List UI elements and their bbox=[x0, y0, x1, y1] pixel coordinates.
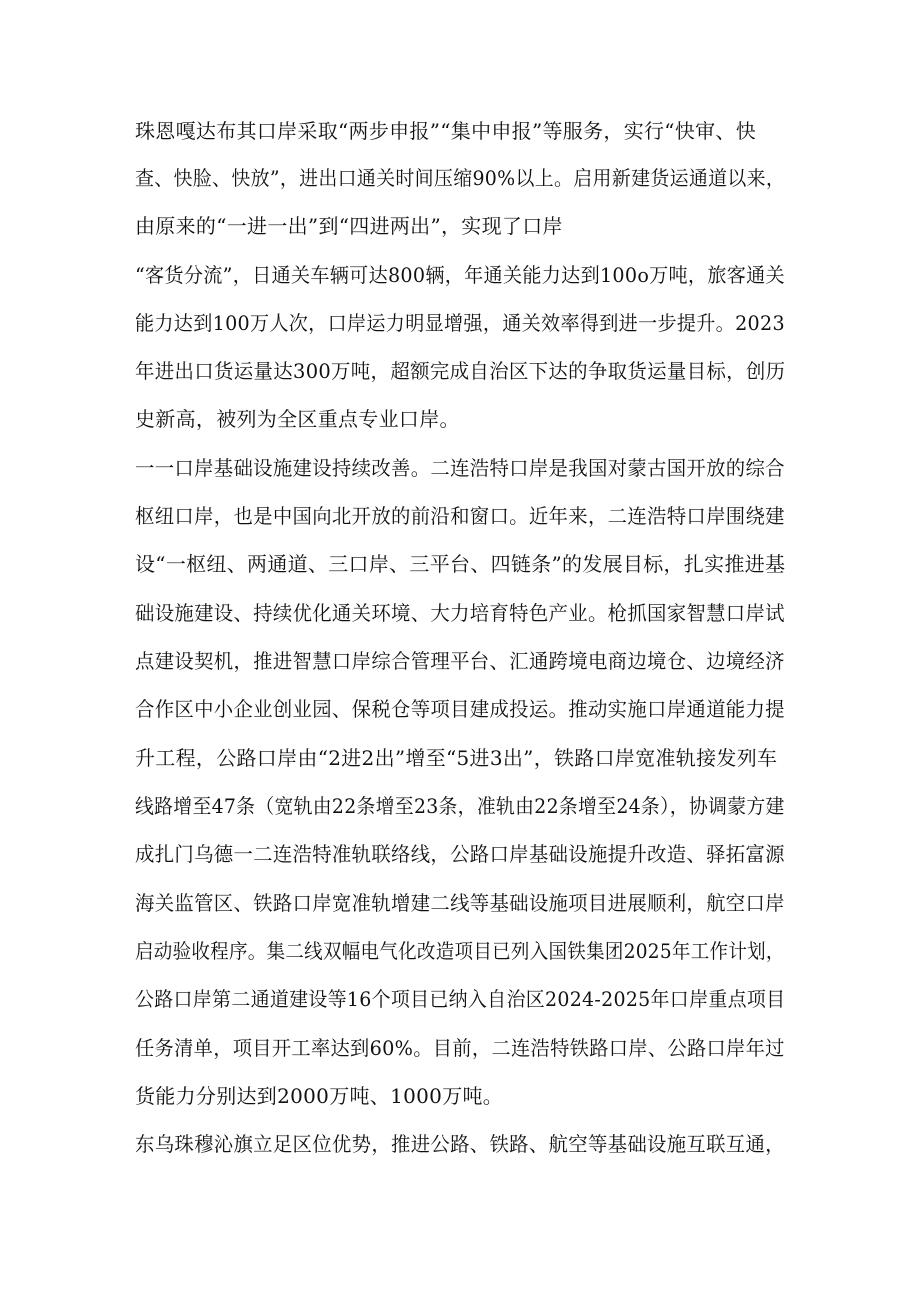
text-line: 一一口岸基础设施建设持续改善。二连浩特口岸是我国对蒙古国开放的综合 bbox=[135, 456, 785, 480]
text-line: 任务清单，项目开工率达到60%。目前，二连浩特铁路口岸、公路口岸年过 bbox=[135, 1036, 785, 1060]
text-line: 枢纽口岸，也是中国向北开放的前沿和窗口。近年来，二连浩特口岸围绕建 bbox=[135, 504, 785, 528]
text-line: “客货分流”，日通关车辆可达800辆，年通关能力达到100o万吨，旅客通关 bbox=[135, 263, 785, 287]
text-line: 合作区中小企业创业园、保税仓等项目建成投运。推动实施口岸通道能力提 bbox=[135, 697, 785, 721]
text-line: 成扎门乌德一二连浩特准轨联络线，公路口岸基础设施提升改造、驿拓富源 bbox=[135, 842, 785, 866]
text-line: 由原来的“一进一出”到“四进两出”，实现了口岸 bbox=[135, 214, 563, 238]
text-line: 能力达到100万人次，口岸运力明显增强，通关效率得到进一步提升。2023 bbox=[135, 311, 785, 335]
text-line: 启动验收程序。集二线双幅电气化改造项目已列入国铁集团2025年工作计划， bbox=[135, 939, 785, 963]
text-line: 海关监管区、铁路口岸宽准轨增建二线等基础设施项目进展顺利，航空口岸 bbox=[135, 891, 785, 915]
text-line: 设“一枢纽、两通道、三口岸、三平台、四链条”的发展目标，扎实推进基 bbox=[135, 552, 786, 576]
text-line: 东乌珠穆沁旗立足区位优势，推进公路、铁路、航空等基础设施互联互通， bbox=[135, 1132, 785, 1156]
text-line: 货能力分别达到2000万吨、1000万吨。 bbox=[135, 1084, 504, 1108]
text-line: 础设施建设、持续优化通关环境、大力培育特色产业。枪抓国家智慧口岸试 bbox=[135, 601, 785, 625]
text-line: 史新高，被列为全区重点专业口岸。 bbox=[135, 407, 460, 431]
text-line: 查、快脸、快放”，进出口通关时间压缩90%以上。启用新建货运通道以来， bbox=[135, 166, 786, 190]
text-line: 升工程，公路口岸由“2进2出”增至“5进3出”，铁路口岸宽准轨接发列车 bbox=[135, 746, 778, 770]
text-line: 公路口岸第二通道建设等16个项目已纳入自治区2024-2025年口岸重点项目 bbox=[135, 987, 786, 1011]
text-line: 线路增至47条（宽轨由22条增至23条，准轨由22条增至24条），协调蒙方建 bbox=[135, 794, 785, 818]
text-line: 年进出口货运量达300万吨，超额完成自治区下达的争取货运量目标，创历 bbox=[135, 359, 786, 383]
text-line: 珠恩嘎达布其口岸采取“两步申报”“集中申报”等服务，实行“快审、快 bbox=[135, 119, 757, 143]
text-line: 点建设契机，推进智慧口岸综合管理平台、汇通跨境电商边境仓、边境经济 bbox=[135, 649, 785, 673]
